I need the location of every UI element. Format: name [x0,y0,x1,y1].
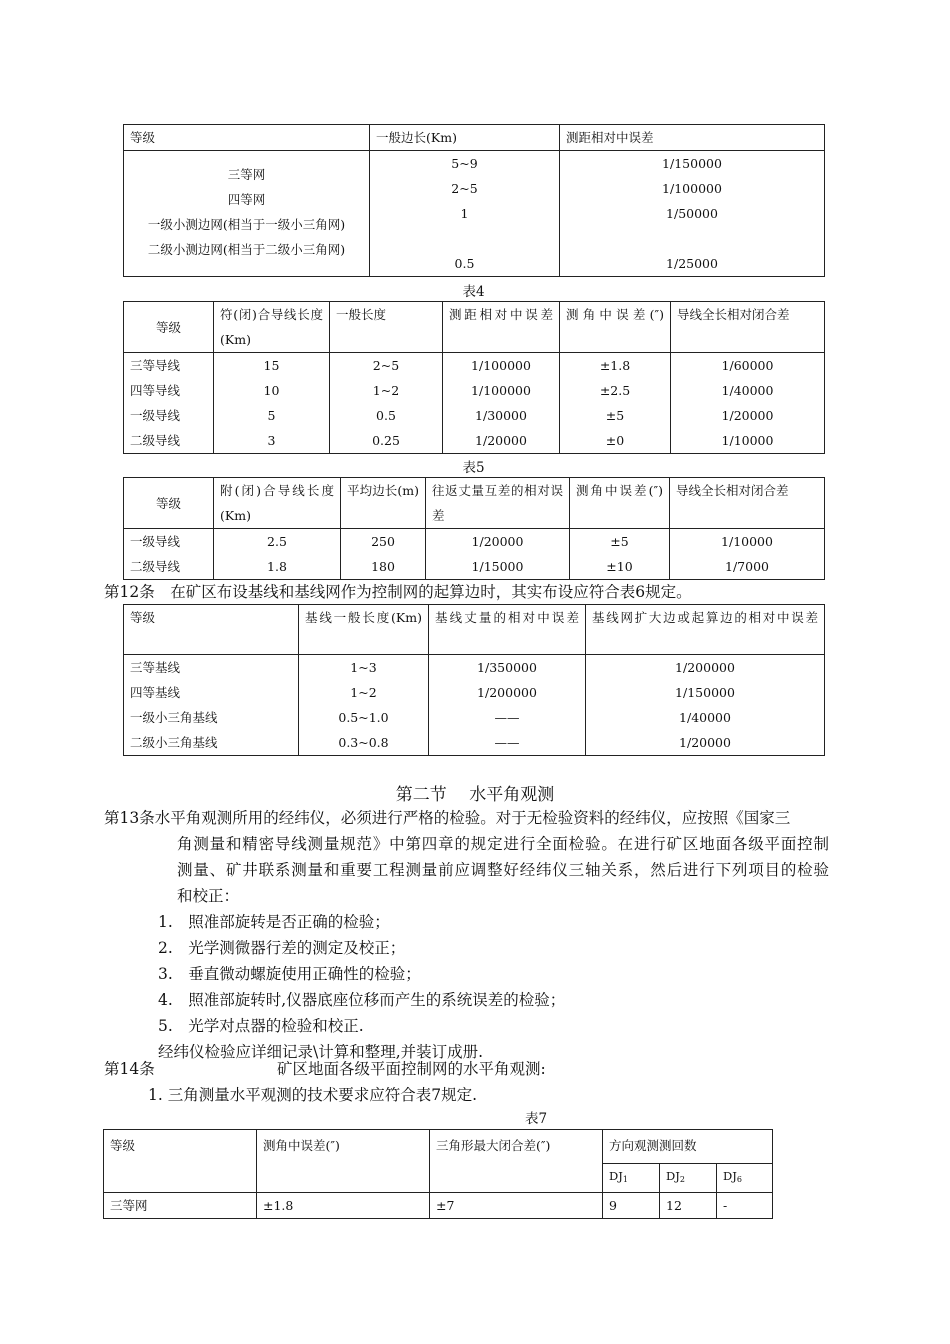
table6-cell: 1~2 [350,685,377,700]
table4-cell: 三等导线 [130,358,181,373]
table4-header: 符(闭)合导线长度(Km) [214,302,330,353]
table7-cell: ±1.8 [257,1193,430,1219]
table5-cell: 1/15000 [471,559,524,574]
table7-header: 等级 [104,1130,257,1193]
table6-col [586,655,825,756]
table4-cell: 四等导线 [130,383,181,398]
table3-header-level: 等级 [124,125,370,151]
article-13-line: 角测量和精密导线测量规范》中第四章的规定进行全面检验。在进行矿区地面各级平面控制 [177,835,829,853]
table6-cell: 1/200000 [477,685,537,700]
table7-subheader-label: DJ [723,1169,737,1183]
table7-subheader-label: DJ [666,1169,680,1183]
table6-cell: 1/200000 [675,660,735,675]
article-13-body [177,831,829,909]
table6-cell: 1/20000 [679,735,731,750]
table6-cell: 一级小三角基线 [130,710,218,725]
table-5 [123,477,825,580]
table4-col [330,353,443,454]
table7-cell: 9 [603,1193,660,1219]
table5-cell: ±10 [606,559,633,574]
table3-header-error: 测距相对中误差 [560,125,825,151]
table5-cell: 250 [371,534,395,549]
table3-error: 1/100000 [662,181,722,196]
table4-header: 测角中误差(″) [560,302,671,353]
table3-error: 1/25000 [666,256,718,271]
table5-cell: 1.8 [267,559,287,574]
table5-cell: 1/20000 [471,534,524,549]
table4-col [560,353,671,454]
table6-cell: —— [494,735,520,750]
table7-subheader-label: DJ [609,1169,623,1183]
table6-cell: 三等基线 [130,660,181,675]
list-item: 3. 垂直微动螺旋使用正确性的检验； [158,965,421,983]
table4-cell: 3 [267,433,276,448]
table5-header: 等级 [124,478,214,529]
table-7 [103,1129,773,1219]
article-14-text: 矿区地面各级平面控制网的水平角观测: [277,1060,546,1078]
table4-cell: 1/30000 [475,408,527,423]
table5-col [670,529,825,580]
table7-cell: - [717,1193,773,1219]
table3-error: 1/150000 [662,156,722,171]
table4-header: 测距相对中误差 [443,302,560,353]
table4-cell: 1~2 [372,383,400,398]
table4-cell: 1/10000 [721,433,774,448]
table5-cell: 2.5 [267,534,287,549]
table6-cell: 0.5~1.0 [338,710,389,725]
table5-cell: ±5 [610,534,629,549]
table5-col [214,529,341,580]
table5-cell: 1/10000 [721,534,773,549]
table5-header: 平均边长(m) [341,478,426,529]
table6-cell: 1~3 [350,660,377,675]
table6-header: 等级 [124,605,299,655]
table3-levels-cell [124,151,370,277]
table7-header: 三角形最大闭合差(″) [430,1130,603,1193]
table4-col [443,353,560,454]
table3-length: 0.5 [454,256,475,271]
table4-cell: 2~5 [372,358,400,373]
table7-cell: 12 [660,1193,717,1219]
table4-cell: 一级导线 [130,408,181,423]
table-4 [123,301,825,454]
table3-length: 2~5 [451,181,478,196]
table3-length: 1 [460,206,469,221]
table6-cell: 二级小三角基线 [130,735,218,750]
article-12-text: 第12条 在矿区布设基线和基线网作为控制网的起算边时，其实布设应符合表6规定。 [104,583,692,601]
table7-subheader [717,1164,773,1193]
table6-cell: 0.3~0.8 [338,735,389,750]
table6-cell: 四等基线 [130,685,181,700]
table4-cell: 1/60000 [721,358,774,373]
table4-header: 等级 [124,302,214,353]
table4-cell: 1/100000 [471,358,531,373]
table5-header: 测角中误差(″) [570,478,670,529]
table5-col [341,529,426,580]
table4-cell: 15 [263,358,280,373]
table6-cell: 1/350000 [477,660,537,675]
table5-cell: 一级导线 [130,534,181,549]
list-item: 1. 照准部旋转是否正确的检验； [158,913,390,931]
table6-header: 基线一般长度(Km) [299,605,429,655]
table3-level: 一级小测边网(相当于一级小三角网) [147,217,346,232]
table4-cell: 1/20000 [721,408,774,423]
table5-col [426,529,570,580]
table5-col [124,529,214,580]
table6-col [299,655,429,756]
table3-errors-cell [560,151,825,277]
table3-level: 四等网 [227,192,266,207]
table5-header: 导线全长相对闭合差 [670,478,825,529]
table4-cell: 10 [263,383,280,398]
table-3 [123,124,825,277]
table7-cell: ±7 [430,1193,603,1219]
list-item: 4. 照准部旋转时,仪器底座位移而产生的系统误差的检验； [158,991,566,1009]
table7-subheader-index: 6 [736,1175,742,1184]
table4-cell: ±1.8 [599,358,631,373]
table3-length: 5~9 [451,156,478,171]
article-13-line: 和校正： [177,887,240,905]
table6-cell: 1/40000 [679,710,731,725]
table5-cell: 180 [371,559,395,574]
table5-cell: 1/7000 [725,559,769,574]
table5-caption: 表5 [462,460,485,476]
table4-cell: 二级导线 [130,433,181,448]
list-item: 2. 光学测微器行差的测定及校正； [158,939,406,957]
article-13-closing: 经纬仪检验应详细记录\计算和整理,并装订成册. [158,1043,484,1061]
table4-caption: 表4 [462,284,485,300]
table5-header: 附(闭)合导线长度(Km) [214,478,341,529]
table4-cell: 1/100000 [471,383,531,398]
table4-cell: ±0 [605,433,625,448]
table6-header: 基线网扩大边或起算边的相对中误差 [586,605,825,655]
table5-col [570,529,670,580]
table4-col [671,353,825,454]
table7-subheader-index: 1 [622,1175,628,1184]
article-14-label: 第14条 [104,1060,155,1078]
table7-subheader [660,1164,717,1193]
table6-cell: —— [494,710,520,725]
section-title: 第二节 水平角观测 [395,785,555,805]
table-6 [123,604,825,756]
table4-cell: 1/40000 [721,383,774,398]
table4-col [124,353,214,454]
table4-header: 导线全长相对闭合差 [671,302,825,353]
table3-level: 二级小测边网(相当于二级小三角网) [147,242,346,257]
table6-cell: 1/150000 [675,685,735,700]
table7-header: 测角中误差(″) [257,1130,430,1193]
table3-error: 1/50000 [666,206,718,221]
article-13-line: 测量、矿井联系测量和重要工程测量前应调整好经纬仪三轴关系，然后进行下列项目的检验 [177,861,829,879]
table4-header: 一般长度 [330,302,443,353]
table6-col [124,655,299,756]
article-14-item-1: 1. 三角测量水平观测的技术要求应符合表7规定. [148,1086,478,1104]
table7-header: 方向观测测回数 [603,1130,773,1164]
table7-subheader-index: 2 [679,1175,685,1184]
article-13-list [158,909,565,1065]
article-13-first-line: 第13条水平角观测所用的经纬仪，必须进行严格的检验。对于无检验资料的经纬仪，应按照《国家三 [104,809,791,827]
table7-cell: 三等网 [104,1193,257,1219]
table5-header: 往返丈量互差的相对误差 [426,478,570,529]
table4-cell: 0.5 [376,408,396,423]
table4-cell: ±2.5 [599,383,631,398]
table3-lengths-cell [370,151,560,277]
table7-subheader [603,1164,660,1193]
table3-header-length: 一般边长(Km) [370,125,560,151]
table6-col [429,655,586,756]
table4-cell: ±5 [605,408,625,423]
table4-col [214,353,330,454]
list-item: 5. 光学对点器的检验和校正. [158,1017,364,1035]
table5-cell: 二级导线 [130,559,181,574]
table4-cell: 1/20000 [475,433,527,448]
table4-cell: 0.25 [372,433,400,448]
table6-header: 基线丈量的相对中误差 [429,605,586,655]
table4-cell: 5 [267,408,276,423]
table7-caption: 表7 [524,1111,548,1127]
table3-level: 三等网 [227,167,266,182]
